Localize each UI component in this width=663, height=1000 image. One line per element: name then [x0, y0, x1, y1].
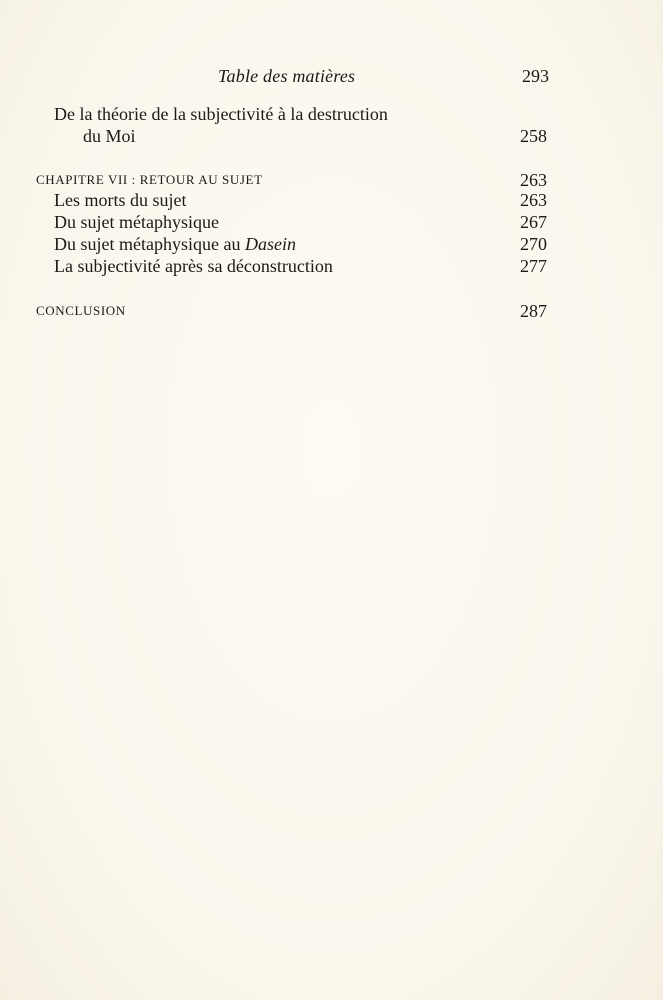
toc-entry-label-text: Du sujet métaphysique au: [54, 234, 245, 254]
toc-entry-label: De la théorie de la subjectivité à la destruction: [54, 104, 388, 124]
toc-entry-deconstruction: [0, 255, 663, 277]
toc-entry-page-number: 267: [520, 212, 547, 232]
toc-entry-destruction-line2: [0, 125, 663, 147]
toc-entry-label: [54, 233, 296, 255]
toc-entry-page-number: 287: [520, 301, 547, 321]
toc-entry-dasein: [0, 233, 663, 255]
toc-entry-label: Les morts du sujet: [54, 190, 187, 210]
toc-entry-morts-du-sujet: [0, 189, 663, 211]
toc-entry-page-number: 270: [520, 234, 547, 254]
toc-entry-page-number: 258: [520, 126, 547, 146]
toc-entry-label: La subjectivité après sa déconstruction: [54, 256, 333, 276]
running-head-title: Table des matières: [218, 66, 356, 86]
toc-entry-page-number: 263: [520, 170, 547, 190]
toc-chapter-label: CONCLUSION: [36, 303, 126, 318]
running-head: [0, 64, 663, 88]
toc-entry-label-italic: Dasein: [244, 234, 296, 254]
toc-entry-page-number: 277: [520, 256, 547, 276]
toc-entry-label: Du sujet métaphysique: [54, 212, 219, 232]
toc-entry-page-number: 263: [520, 190, 547, 210]
toc-entry-sujet-metaphysique: [0, 211, 663, 233]
toc-entry-label: du Moi: [83, 126, 136, 146]
toc-entry-destruction-line1: [0, 103, 663, 125]
running-head-page-number: 293: [522, 66, 549, 86]
toc-conclusion: [0, 300, 663, 322]
toc-chapter-vii: [0, 169, 663, 191]
toc-chapter-label: CHAPITRE VII : RETOUR AU SUJET: [36, 172, 263, 187]
